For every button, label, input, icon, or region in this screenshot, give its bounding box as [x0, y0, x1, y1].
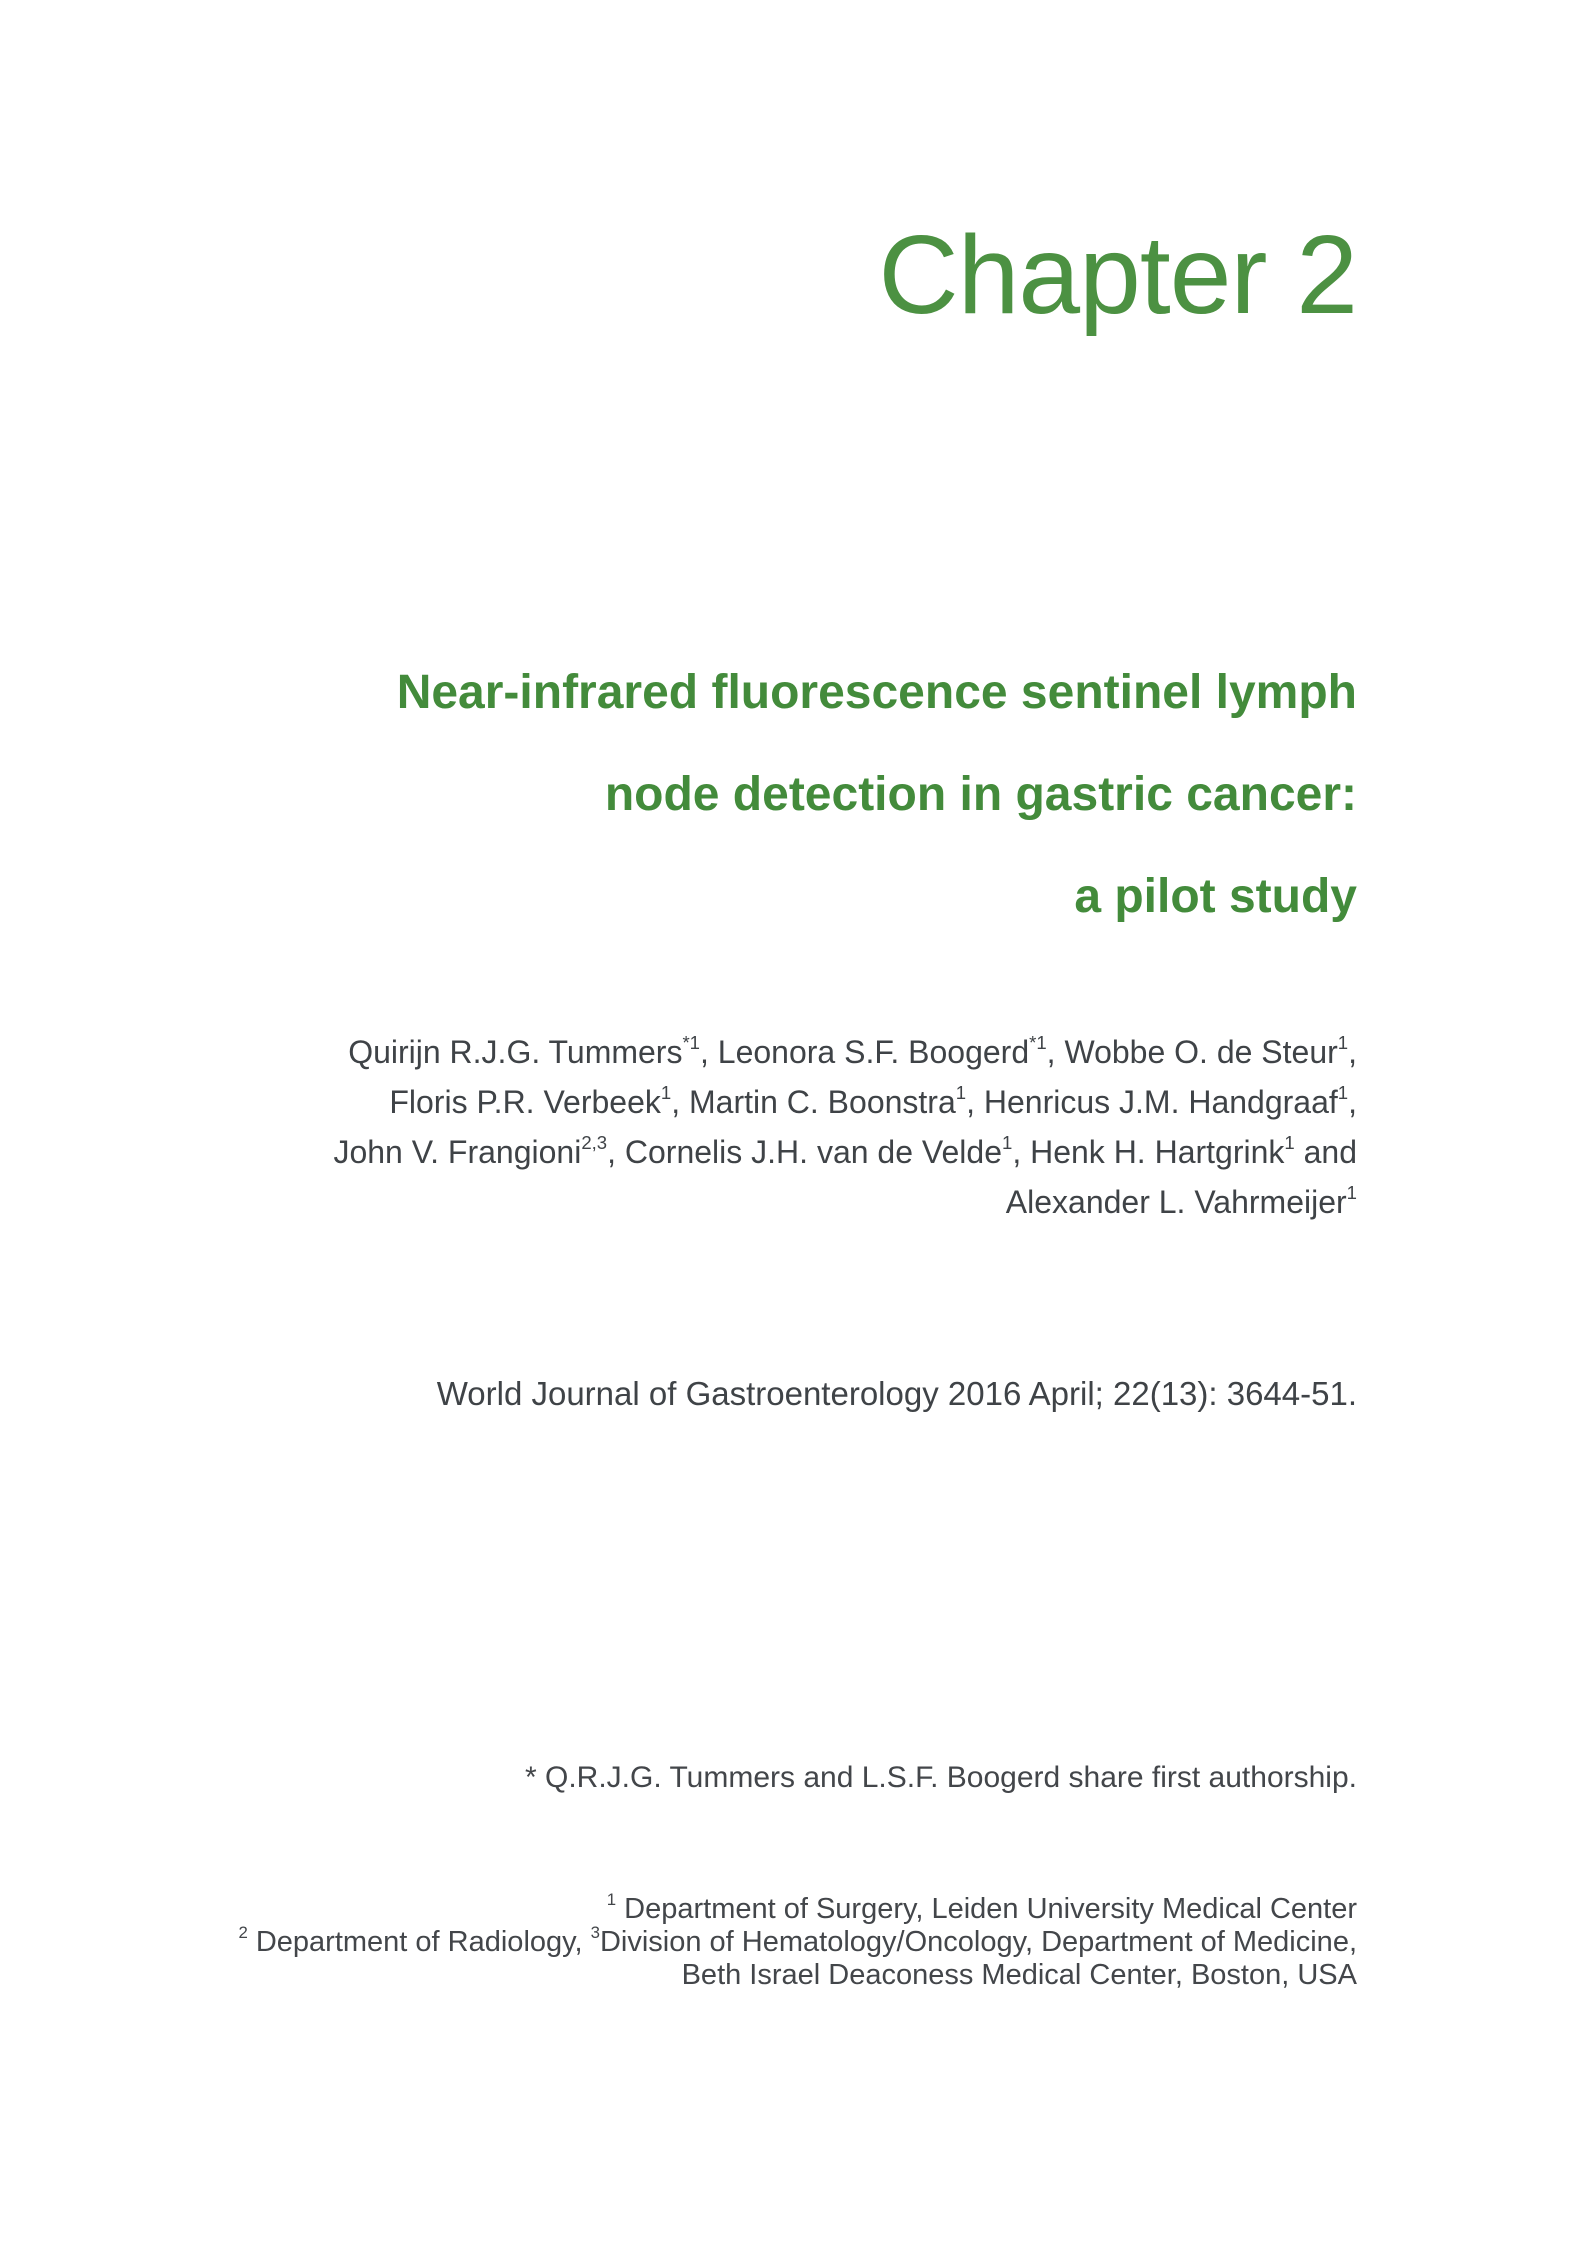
- author-line: Floris P.R. Verbeek$^1$, Martin C. Boonstra$^1$, Henricus J.M. Handgraaf$^1$,: [389, 1081, 1357, 1120]
- paper-title-line-1: Near-infrared fluorescence sentinel lymph: [396, 666, 1357, 719]
- affiliation-line: $^1$ Department of Surgery, Leiden University Medical Center: [606, 1889, 1357, 1925]
- author-line: Alexander L. Vahrmeijer$^1$: [1005, 1181, 1357, 1220]
- paper-title-line-3: a pilot study: [1074, 870, 1357, 923]
- paper-title: [0, 642, 1357, 948]
- author-list: [0, 1027, 1357, 1227]
- author-line: John V. Frangioni$^{2,3}$, Cornelis J.H. van de Velde$^1$, Henk H. Hartgrink$^1$ and: [333, 1131, 1357, 1170]
- paper-title-line-2: node detection in gastric cancer:: [604, 768, 1357, 821]
- chapter-heading: Chapter 2: [878, 213, 1357, 337]
- journal-citation: World Journal of Gastroenterology 2016 April; 22(13): 3644-51.: [436, 1375, 1357, 1412]
- affiliations: [0, 1889, 1357, 1992]
- authorship-footnote: * Q.R.J.G. Tummers and L.S.F. Boogerd share first authorship.: [524, 1761, 1357, 1794]
- affiliation-line: $^2$ Department of Radiology, $^3$Division of Hematology/Oncology, Department of Medicine,: [238, 1922, 1357, 1958]
- author-line: Quirijn R.J.G. Tummers$^{*1}$, Leonora S.F. Boogerd$^{*1}$, Wobbe O. de Steur$^1$,: [348, 1031, 1357, 1070]
- affiliation-line: Beth Israel Deaconess Medical Center, Boston, USA: [681, 1959, 1357, 1991]
